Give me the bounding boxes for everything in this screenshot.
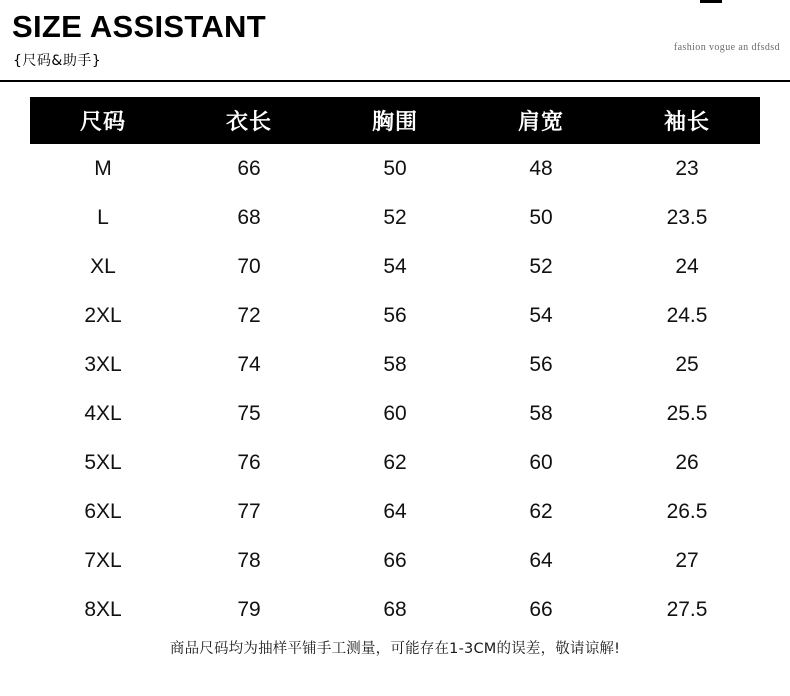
- cell-shoulder: 60: [529, 450, 553, 474]
- cell-sleeve: 24.5: [666, 303, 708, 327]
- cell-size: XL: [90, 254, 116, 278]
- cell-length: 72: [237, 303, 261, 327]
- page-subtitle: {尺码&助手}: [13, 53, 102, 69]
- cell-shoulder: 56: [529, 352, 553, 376]
- cell-size: 6XL: [84, 499, 122, 523]
- cell-sleeve: 23.5: [666, 205, 708, 229]
- table-row: [30, 585, 760, 634]
- cell-size: M: [94, 156, 112, 180]
- table-row: [30, 340, 760, 389]
- column-header-bust: 胸围: [322, 97, 468, 144]
- table-row: [30, 291, 760, 340]
- table-row: [30, 487, 760, 536]
- cell-sleeve: 26.5: [666, 499, 708, 523]
- table-row: [30, 536, 760, 585]
- column-header-sleeve: 袖长: [614, 97, 760, 144]
- cell-bust: 50: [383, 156, 407, 180]
- cell-length: 77: [237, 499, 261, 523]
- cell-bust: 64: [383, 499, 407, 523]
- cell-size: 2XL: [84, 303, 122, 327]
- cell-length: 70: [237, 254, 261, 278]
- page-title: SIZE ASSISTANT: [12, 9, 266, 44]
- cell-bust: 54: [383, 254, 407, 278]
- cell-shoulder: 48: [529, 156, 553, 180]
- cell-sleeve: 24: [675, 254, 699, 278]
- cell-length: 68: [237, 205, 261, 229]
- cell-length: 75: [237, 401, 261, 425]
- cell-shoulder: 58: [529, 401, 553, 425]
- measurement-disclaimer: 商品尺码均为抽样平铺手工测量，可能存在1-3CM的误差，敬请谅解!: [169, 641, 621, 657]
- table-row: [30, 389, 760, 438]
- cell-size: 3XL: [84, 352, 122, 376]
- column-header-size: 尺码: [30, 97, 176, 144]
- cell-size: L: [97, 205, 109, 229]
- cell-length: 79: [237, 597, 261, 621]
- table-row: [30, 144, 760, 193]
- size-table-container: [30, 97, 760, 634]
- size-table: [30, 97, 760, 634]
- cell-sleeve: 26: [675, 450, 699, 474]
- header: [0, 0, 790, 72]
- cell-shoulder: 52: [529, 254, 553, 278]
- brand-note: fashion vogue an dfsdsd: [673, 42, 780, 53]
- table-row: [30, 242, 760, 291]
- cell-size: 5XL: [84, 450, 122, 474]
- cell-shoulder: 50: [529, 205, 553, 229]
- cell-shoulder: 54: [529, 303, 553, 327]
- cell-sleeve: 25.5: [666, 401, 708, 425]
- cell-sleeve: 27.5: [666, 597, 708, 621]
- cell-bust: 58: [383, 352, 407, 376]
- cell-length: 76: [237, 450, 261, 474]
- bottom-divider: [0, 688, 790, 689]
- cell-shoulder: 62: [529, 499, 553, 523]
- cell-bust: 66: [383, 548, 407, 572]
- cell-size: 4XL: [84, 401, 122, 425]
- cell-length: 66: [237, 156, 261, 180]
- cell-bust: 56: [383, 303, 407, 327]
- cell-length: 78: [237, 548, 261, 572]
- cell-shoulder: 64: [529, 548, 553, 572]
- cell-size: 7XL: [84, 548, 122, 572]
- table-row: [30, 193, 760, 242]
- cell-sleeve: 23: [675, 156, 699, 180]
- cell-bust: 60: [383, 401, 407, 425]
- table-header: [30, 97, 760, 144]
- column-header-length: 衣长: [176, 97, 322, 144]
- header-divider: [0, 80, 790, 82]
- cell-length: 74: [237, 352, 261, 376]
- cell-bust: 68: [383, 597, 407, 621]
- cell-bust: 52: [383, 205, 407, 229]
- cell-sleeve: 27: [675, 548, 699, 572]
- cell-shoulder: 66: [529, 597, 553, 621]
- table-body: [30, 144, 760, 634]
- cell-size: 8XL: [84, 597, 122, 621]
- column-header-shoulder: 肩宽: [468, 97, 614, 144]
- cell-sleeve: 25: [675, 352, 699, 376]
- table-header-row: [30, 97, 760, 144]
- cell-bust: 62: [383, 450, 407, 474]
- table-row: [30, 438, 760, 487]
